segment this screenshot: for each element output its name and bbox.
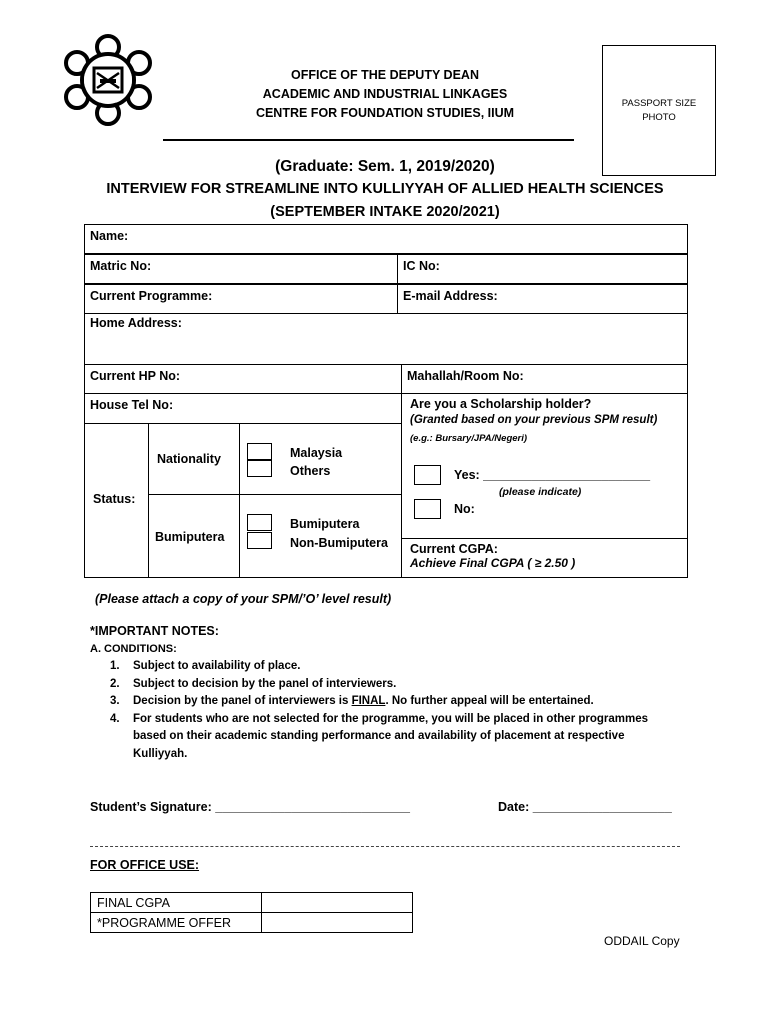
table-row xyxy=(91,913,413,933)
address-label: Home Address: xyxy=(90,316,182,330)
ic-label: IC No: xyxy=(403,259,440,273)
date-line[interactable]: Date: ____________________ xyxy=(498,800,672,814)
office-use-table xyxy=(90,892,413,933)
photo-label-1: PASSPORT SIZE xyxy=(621,97,697,109)
final-cgpa-label: FINAL CGPA xyxy=(91,893,262,913)
iium-logo xyxy=(58,33,158,128)
condition-3-prefix: Decision by the panel of interviewers is xyxy=(133,695,349,707)
name-label: Name: xyxy=(90,229,129,243)
nationality-cell xyxy=(148,423,240,495)
condition-num-3: 3. xyxy=(110,695,120,707)
condition-1: Subject to availability of place. xyxy=(133,660,301,672)
form-title: INTERVIEW FOR STREAMLINE INTO KULLIYYAH OF ALLIED HEALTH SCIENCES xyxy=(106,181,664,197)
cgpa-cell[interactable] xyxy=(401,538,688,578)
dashed-separator xyxy=(90,846,680,847)
scholarship-note: (Granted based on your previous SPM result) xyxy=(410,414,658,426)
notes-heading: *IMPORTANT NOTES: xyxy=(90,624,219,638)
programme-offer-value[interactable] xyxy=(262,913,413,933)
condition-4-line1: For students who are not selected for the programme, you will be placed in other programmes xyxy=(133,713,649,725)
office-line-2: ACADEMIC AND INDUSTRIAL LINKAGES xyxy=(262,87,508,101)
final-emphasis: FINAL xyxy=(351,695,386,707)
header-divider xyxy=(163,139,574,141)
bumiputera-checkbox[interactable] xyxy=(247,514,272,531)
programme-field[interactable] xyxy=(84,284,398,314)
ic-field[interactable] xyxy=(397,254,688,284)
photo-label-2: PHOTO xyxy=(642,111,676,123)
cgpa-requirement: Achieve Final CGPA ( ≥ 2.50 ) xyxy=(410,556,576,570)
final-cgpa-value[interactable] xyxy=(262,893,413,913)
scholarship-no-label: No: xyxy=(454,502,475,516)
copy-label: ODDAIL Copy xyxy=(604,934,680,948)
status-cell xyxy=(84,423,149,578)
condition-4-line3: Kulliyyah. xyxy=(133,748,188,760)
condition-2: Subject to decision by the panel of interviewers. xyxy=(133,678,397,690)
email-label: E-mail Address: xyxy=(403,289,498,303)
malaysia-checkbox[interactable] xyxy=(247,443,272,460)
house-tel-field[interactable] xyxy=(84,393,402,424)
others-checkbox[interactable] xyxy=(247,460,272,477)
nationality-options xyxy=(239,423,402,495)
scholarship-yes-label: Yes: ________________________ xyxy=(454,468,651,482)
matric-field[interactable] xyxy=(84,254,398,284)
condition-num-2: 2. xyxy=(110,678,120,690)
home-address-field[interactable] xyxy=(84,313,688,365)
malaysia-label: Malaysia xyxy=(290,446,343,460)
scholarship-no-checkbox[interactable] xyxy=(414,499,441,519)
mahallah-field[interactable] xyxy=(401,364,688,394)
condition-4-line2: based on their academic standing performance and availability of placement at respective xyxy=(133,730,625,742)
scholarship-cell xyxy=(401,393,688,539)
student-signature-line[interactable]: Student’s Signature: ____________________________ xyxy=(90,800,410,814)
matric-label: Matric No: xyxy=(90,259,152,273)
scholarship-yes-checkbox[interactable] xyxy=(414,465,441,485)
status-label: Status: xyxy=(93,492,136,506)
name-field[interactable] xyxy=(84,224,688,254)
condition-3-suffix: No further appeal will be entertained. xyxy=(391,695,594,707)
programme-label: Current Programme: xyxy=(90,289,213,303)
bumiputera-option-label: Bumiputera xyxy=(290,517,360,531)
non-bumiputera-option-label: Non-Bumiputera xyxy=(290,536,388,550)
office-line-3: CENTRE FOR FOUNDATION STUDIES, IIUM xyxy=(255,106,515,120)
intake-title: (SEPTEMBER INTAKE 2020/2021) xyxy=(270,204,500,220)
semester-title: (Graduate: Sem. 1, 2019/2020) xyxy=(275,158,495,175)
cgpa-label: Current CGPA: xyxy=(410,542,498,556)
condition-num-1: 1. xyxy=(110,660,120,672)
condition-3: Decision by the panel of interviewers is FINAL. No further appeal will be entertained. xyxy=(133,695,594,707)
mahallah-label: Mahallah/Room No: xyxy=(407,369,524,383)
scholarship-example: (e.g.: Bursary/JPA/Negeri) xyxy=(410,433,528,444)
bumiputera-label: Bumiputera xyxy=(155,530,225,544)
hp-field[interactable] xyxy=(84,364,402,394)
scholarship-question: Are you a Scholarship holder? xyxy=(410,397,592,411)
office-line-1: OFFICE OF THE DEPUTY DEAN xyxy=(291,68,479,82)
table-row xyxy=(91,893,413,913)
conditions-heading: A. CONDITIONS: xyxy=(90,643,177,655)
others-label: Others xyxy=(290,464,331,478)
please-indicate-note: (please indicate) xyxy=(499,486,582,498)
attachment-note: (Please attach a copy of your SPM/’O’ level result) xyxy=(95,592,392,606)
condition-num-4: 4. xyxy=(110,713,120,725)
passport-photo-box xyxy=(602,45,716,176)
non-bumiputera-checkbox[interactable] xyxy=(247,532,272,549)
email-field[interactable] xyxy=(397,284,688,314)
hp-label: Current HP No: xyxy=(90,369,181,383)
bumiputera-cell xyxy=(148,494,240,578)
programme-offer-label: *PROGRAMME OFFER xyxy=(91,913,262,933)
house-tel-label: House Tel No: xyxy=(90,398,174,412)
nationality-label: Nationality xyxy=(157,452,221,466)
office-use-heading: FOR OFFICE USE: xyxy=(90,858,200,872)
bumiputera-options xyxy=(239,494,402,578)
